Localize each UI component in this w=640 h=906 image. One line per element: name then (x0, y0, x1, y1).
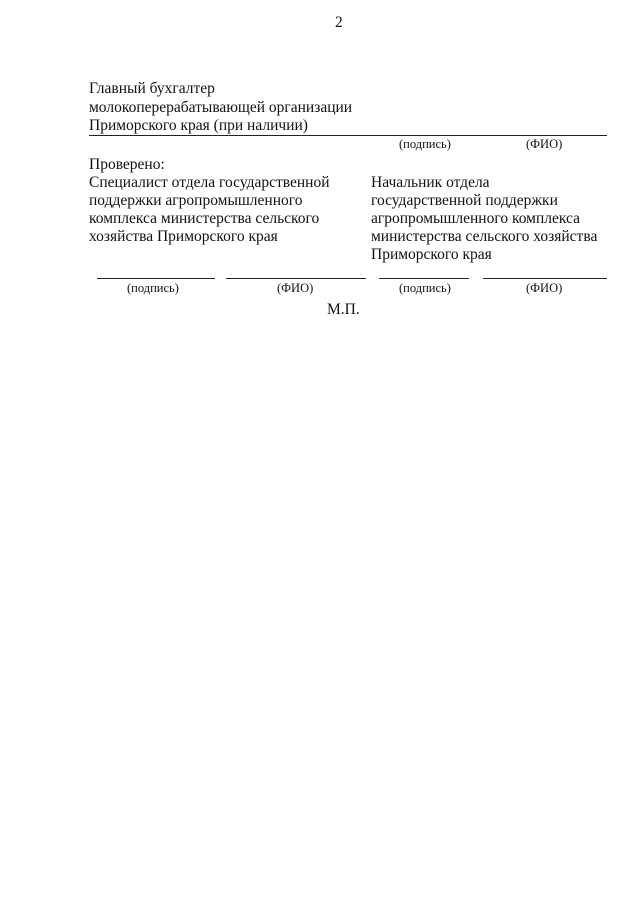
head-title-line-2: государственной поддержки (371, 192, 558, 209)
specialist-title-line-1: Специалист отдела государственной (89, 174, 330, 191)
specialist-signature-line (97, 278, 215, 279)
head-name-label: (ФИО) (526, 281, 563, 295)
specialist-title-line-2: поддержки агропромышленного (89, 192, 303, 209)
specialist-name-label: (ФИО) (277, 281, 314, 295)
accountant-title-line-1: Главный бухгалтер (89, 80, 215, 97)
checked-label: Проверено: (89, 156, 165, 173)
specialist-name-line (226, 278, 366, 279)
head-title-line-5: Приморского края (371, 246, 492, 263)
head-sign-label: (подпись) (399, 281, 451, 295)
specialist-title-line-4: хозяйства Приморского края (89, 228, 278, 245)
head-signature-line (379, 278, 469, 279)
head-title-line-4: министерства сельского хозяйства (371, 228, 598, 245)
specialist-title-line-3: комплекса министерства сельского (89, 210, 320, 227)
accountant-name-label: (ФИО) (526, 137, 563, 151)
accountant-signature-line (89, 135, 607, 136)
head-title-line-1: Начальник отдела (371, 174, 490, 191)
head-name-line (483, 278, 607, 279)
stamp-label: М.П. (327, 301, 360, 318)
accountant-title-line-2: молокоперерабатывающей организации (89, 99, 353, 116)
specialist-sign-label: (подпись) (127, 281, 179, 295)
accountant-sign-label: (подпись) (399, 137, 451, 151)
page-number: 2 (335, 14, 343, 31)
head-title-line-3: агропромышленного комплекса (371, 210, 580, 227)
accountant-title-line-3: Приморского края (при наличии) (89, 117, 308, 134)
